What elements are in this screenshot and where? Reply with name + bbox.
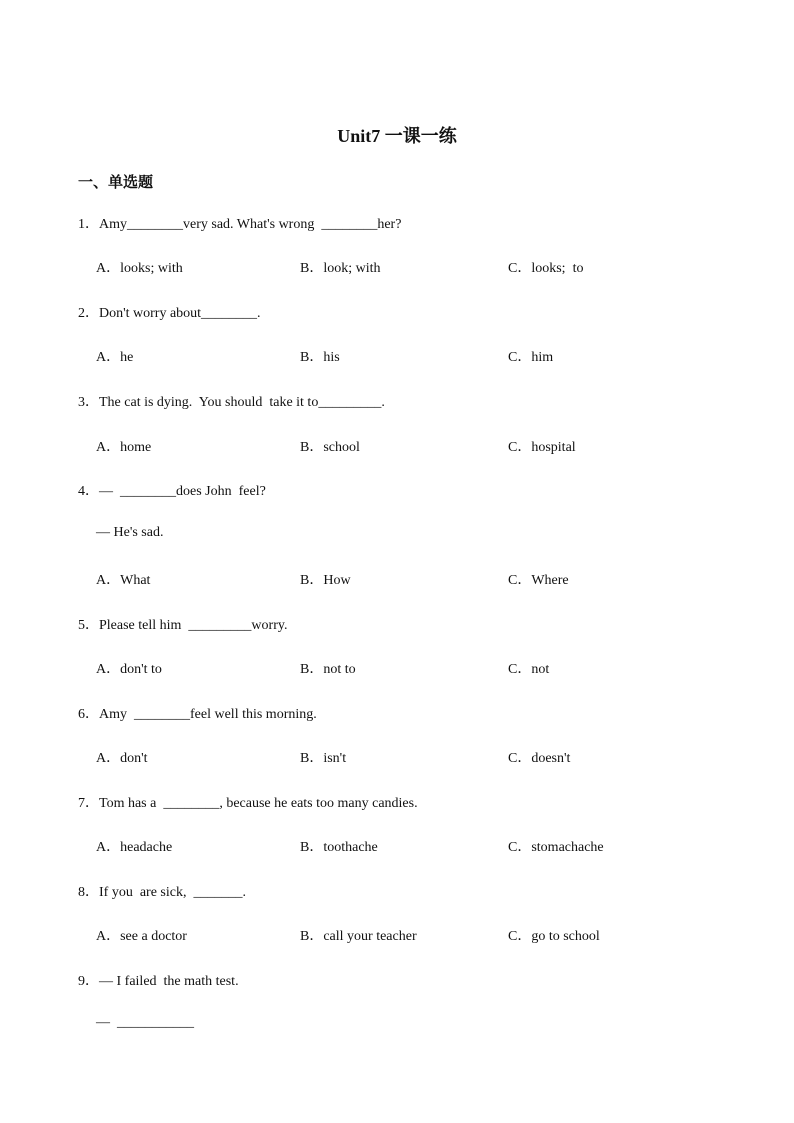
- question-3-option-b: B．school: [300, 440, 360, 455]
- question-4-option-b: B．How: [300, 573, 351, 588]
- question-1-option-c: C．looks; to: [508, 261, 584, 276]
- question-8-option-a: A．see a doctor: [96, 929, 187, 944]
- question-6-option-a: A．don't: [96, 751, 148, 766]
- question-1-stem: 1．Amy________very sad. What's wrong ________her?: [78, 217, 402, 232]
- question-7-stem: 7．Tom has a ________, because he eats too many candies.: [78, 796, 418, 811]
- question-2-option-a: A．he: [96, 350, 134, 365]
- question-2-stem: 2．Don't worry about________.: [78, 306, 261, 321]
- question-4-stem: 4．— ________does John feel?: [78, 484, 266, 499]
- question-5-stem: 5．Please tell him _________worry.: [78, 618, 288, 633]
- question-9-reply: — ___________: [96, 1015, 194, 1030]
- question-4-option-c: C．Where: [508, 573, 569, 588]
- question-6-option-c: C．doesn't: [508, 751, 571, 766]
- question-7-option-a: A．headache: [96, 840, 173, 855]
- question-2-option-b: B．his: [300, 350, 340, 365]
- question-5-option-a: A．don't to: [96, 662, 162, 677]
- question-7-option-b: B．toothache: [300, 840, 378, 855]
- question-7-option-c: C．stomachache: [508, 840, 604, 855]
- section-heading: 一、单选题: [78, 175, 154, 191]
- question-8-stem: 8．If you are sick, _______.: [78, 885, 246, 900]
- question-6-option-b: B．isn't: [300, 751, 347, 766]
- question-5-option-b: B．not to: [300, 662, 356, 677]
- question-5-option-c: C．not: [508, 662, 550, 677]
- question-6-stem: 6．Amy ________feel well this morning.: [78, 707, 317, 722]
- question-2-option-c: C．him: [508, 350, 554, 365]
- question-8-option-b: B．call your teacher: [300, 929, 417, 944]
- question-1-option-b: B．look; with: [300, 261, 381, 276]
- question-3-option-a: A．home: [96, 440, 152, 455]
- question-4-option-a: A．What: [96, 573, 151, 588]
- question-9-stem: 9．— I failed the math test.: [78, 974, 239, 989]
- question-8-option-c: C．go to school: [508, 929, 600, 944]
- question-3-stem: 3．The cat is dying. You should take it to_________.: [78, 395, 385, 410]
- page-title: Unit7 一课一练: [337, 126, 457, 146]
- question-4-reply: — He's sad.: [96, 525, 164, 540]
- question-1-option-a: A．looks; with: [96, 261, 183, 276]
- question-3-option-c: C．hospital: [508, 440, 576, 455]
